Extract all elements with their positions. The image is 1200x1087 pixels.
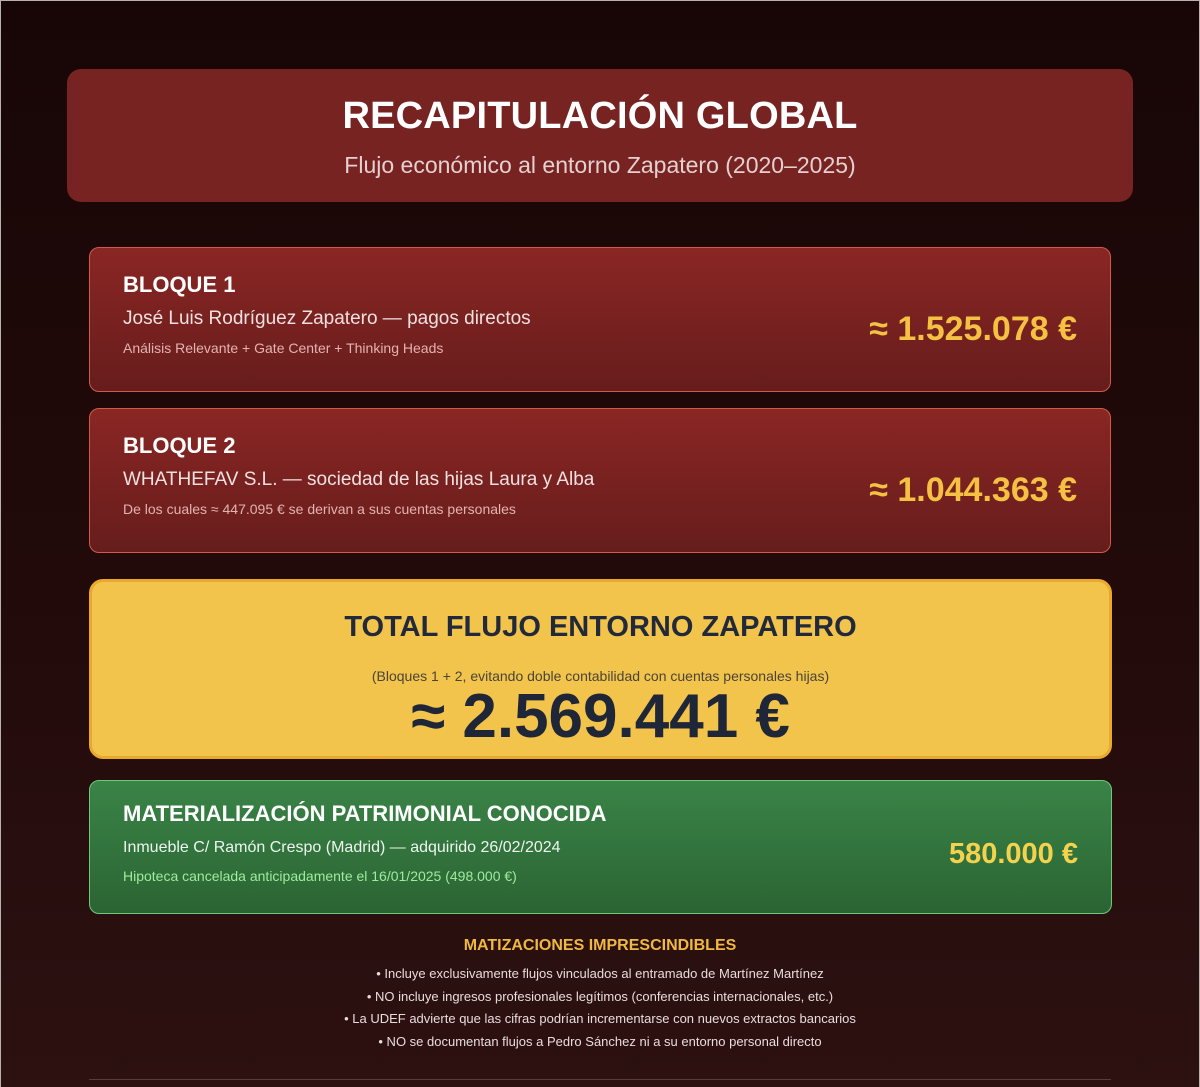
footer-divider: [89, 1079, 1111, 1080]
block-description: WHATHEFAV S.L. — sociedad de las hijas Laura y Alba: [123, 469, 595, 490]
total-card: [89, 579, 1112, 759]
block-card-1: [89, 247, 1111, 392]
total-amount: ≈ 2.569.441 €: [411, 682, 790, 751]
block-amount: ≈ 1.044.363 €: [869, 471, 1077, 509]
block-title: BLOQUE 2: [123, 433, 236, 458]
page-subtitle: Flujo económico al entorno Zapatero (2020–2025): [344, 152, 856, 178]
block-title: BLOQUE 1: [123, 272, 236, 297]
caveat-item: • Incluye exclusivamente flujos vinculados al entramado de Martínez Martínez: [376, 966, 824, 981]
summary-header: [67, 69, 1133, 202]
caveats-section: [1, 937, 1199, 1053]
block-note: De los cuales ≈ 447.095 € se derivan a sus cuentas personales: [123, 501, 516, 517]
caveat-item: • La UDEF advierte que las cifras podrían incrementarse con nuevos extractos bancarios: [344, 1011, 856, 1026]
block-card-2: [89, 408, 1111, 553]
block-amount: ≈ 1.525.078 €: [869, 310, 1077, 348]
assets-card: [89, 780, 1112, 914]
block-note: Análisis Relevante + Gate Center + Thinking Heads: [123, 340, 444, 356]
total-title: TOTAL FLUJO ENTORNO ZAPATERO: [344, 611, 857, 643]
block-description: José Luis Rodríguez Zapatero — pagos directos: [123, 308, 531, 329]
assets-description: Inmueble C/ Ramón Crespo (Madrid) — adquirido 26/02/2024: [123, 839, 561, 856]
assets-note: Hipoteca cancelada anticipadamente el 16/01/2025 (498.000 €): [123, 868, 517, 884]
caveat-item: • NO se documentan flujos a Pedro Sánchez ni a su entorno personal directo: [378, 1033, 822, 1049]
assets-amount: 580.000 €: [948, 838, 1078, 870]
assets-title: MATERIALIZACIÓN PATRIMONIAL CONOCIDA: [123, 801, 607, 826]
page-title: RECAPITULACIÓN GLOBAL: [342, 95, 858, 137]
total-note: (Bloques 1 + 2, evitando doble contabilidad con cuentas personales hijas): [371, 668, 830, 684]
caveats-title: MATIZACIONES IMPRESCINDIBLES: [463, 937, 737, 954]
caveat-item: • NO incluye ingresos profesionales legítimos (conferencias internacionales, etc.): [366, 988, 834, 1004]
